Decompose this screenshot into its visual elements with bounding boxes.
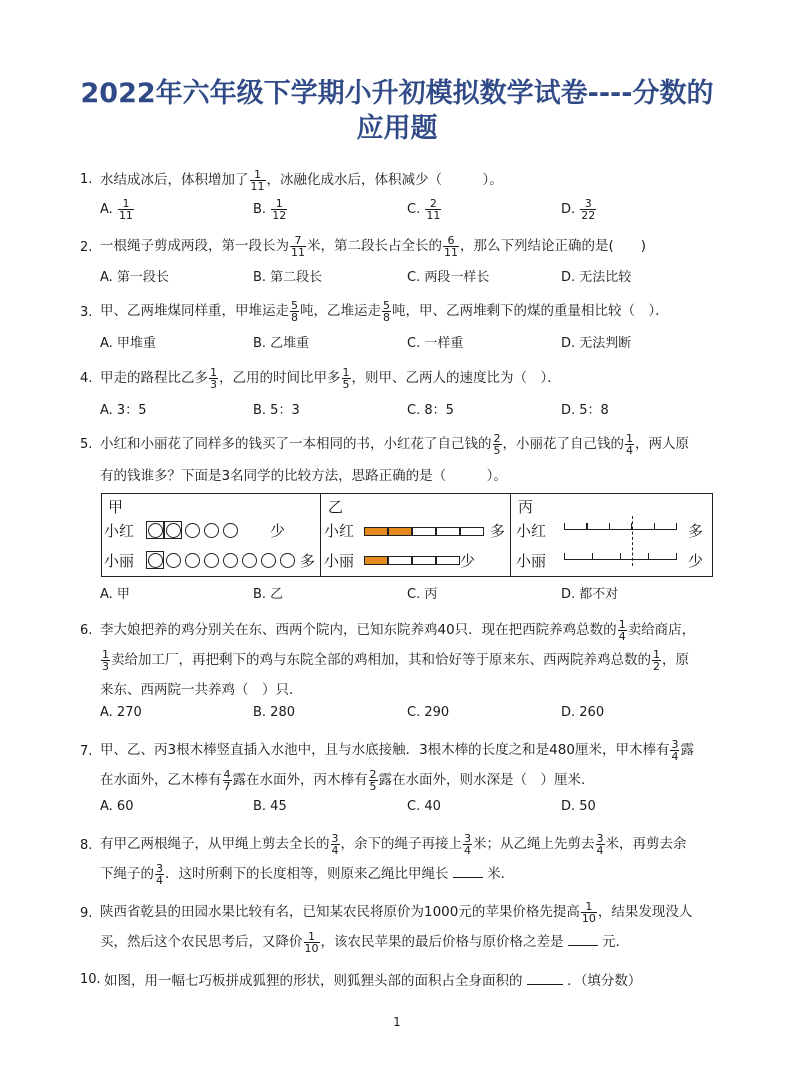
question-6-text-line2: $\frac{1}{3}$ 卖给加工厂，再把剩下的鸡与东院全部的鸡相加，其和恰好等于原来东、西两院养鸡总数的 $\frac{1}{2}$ ，原: [102, 647, 689, 673]
question-10-number: 10.: [80, 972, 101, 987]
bar-segment: [436, 556, 460, 565]
question-4-number: 4.: [80, 371, 93, 386]
segment-line: [564, 529, 676, 530]
question-3-option-c[interactable]: C. 一样重: [407, 336, 464, 351]
answer-blank[interactable]: [568, 935, 598, 946]
panel-bing-duo: 多: [688, 522, 704, 540]
question-5-option-a[interactable]: A. 甲: [100, 587, 130, 602]
page-title-line2: 应用题: [356, 113, 438, 144]
panel-jia-shao: 少: [270, 522, 286, 540]
segment-tick: [648, 553, 649, 560]
question-7-option-a[interactable]: A. 60: [100, 799, 134, 814]
segment-tick: [564, 553, 565, 560]
question-3-number: 3.: [80, 305, 93, 320]
question-2-option-c[interactable]: C. 两段一样长: [407, 270, 490, 285]
question-3-option-b[interactable]: B. 乙堆重: [253, 336, 310, 351]
question-7-text-line2: 在水面外，乙木棒有 $\frac{4}{7}$ 露在水面外，丙木棒有 $\frac{2}{5}$ 露在水面外，则水深是（ ）厘米．: [100, 767, 595, 793]
bar-segment: [364, 556, 388, 565]
segment-tick: [654, 523, 655, 530]
question-6-option-c[interactable]: C. 290: [407, 705, 450, 720]
circle-icon: [242, 553, 257, 568]
fraction: $\frac{1}{11}$: [250, 167, 265, 193]
segment-tick: [676, 553, 677, 560]
circle-icon: [148, 523, 163, 538]
question-9-number: 9.: [80, 906, 93, 921]
question-3-text: 甲、乙两堆煤同样重，甲堆运走 $\frac{5}{8}$ 吨，乙堆运走 $\frac{5}{8}$ 吨，甲、乙两堆剩下的煤的重量相比较（ ）．: [100, 298, 669, 324]
panel-jia-header: 甲: [108, 498, 124, 516]
question-7-text-line1: 甲、乙、丙3根木棒竖直插入水池中，且与水底接触．3根木棒的长度之和是480厘米，甲木棒有 $\frac{3}{4}$ 露: [100, 737, 694, 763]
question-8-number: 8.: [80, 838, 93, 853]
panel-bing-xiaoli-label: 小丽: [516, 552, 547, 570]
panel-jia-xiaohong-label: 小红: [104, 522, 135, 540]
question-7-option-d[interactable]: D. 50: [561, 799, 596, 814]
segment-tick: [676, 523, 677, 530]
circle-icon: [185, 553, 200, 568]
bar-segment: [388, 527, 412, 536]
panel-jia-xiaoli-label: 小丽: [104, 552, 135, 570]
bar-segment: [412, 556, 436, 565]
question-2-text: 一根绳子剪成两段，第一段长为 $\frac{7}{11}$ 米，第二段长占全长的 $\frac{6}{11}$ ，那么下列结论正确的是( ): [100, 233, 647, 259]
panel-bing-shao: 少: [688, 552, 704, 570]
panel-yi-xiaohong-label: 小红: [324, 522, 355, 540]
question-6-number: 6.: [80, 623, 93, 638]
question-6-text-line1: 李大娘把养的鸡分别关在东、西两个院内，已知东院养鸡40只．现在把西院养鸡总数的 $\frac{1}{4}$ 卖给商店，: [100, 617, 696, 643]
question-5-option-d[interactable]: D. 都不对: [561, 587, 619, 602]
circle-icon: [261, 553, 276, 568]
segment-tick: [586, 523, 587, 530]
question-3-option-a[interactable]: A. 甲堆重: [100, 336, 156, 351]
question-1-option-c[interactable]: C. $\frac{2}{11}$: [407, 197, 441, 222]
question-1-option-a[interactable]: A. $\frac{1}{11}$: [100, 197, 133, 222]
question-6-option-a[interactable]: A. 270: [100, 705, 142, 720]
question-8-text-line1: 有甲乙两根绳子，从甲绳上剪去全长的 $\frac{3}{4}$ ，余下的绳子再接上 $\frac{3}{4}$ 米；从乙绳上先剪去 $\frac{3}{4}$ 米，再剪去余: [100, 831, 687, 857]
answer-blank[interactable]: [527, 974, 563, 985]
question-1-option-d[interactable]: D. $\frac{3}{22}$: [561, 197, 596, 222]
page-title-line1: 2022年六年级下学期小升初模拟数学试卷----分数的: [80, 78, 714, 109]
question-2-option-d[interactable]: D. 无法比较: [561, 270, 632, 285]
question-6-text-line3: 来东、西两院一共养鸡（ ）只．: [100, 682, 303, 698]
bar-segment: [412, 527, 436, 536]
panel-jia-duo: 多: [300, 552, 316, 570]
circle-icon: [148, 553, 163, 568]
question-2-option-a[interactable]: A. 第一段长: [100, 270, 169, 285]
question-6-option-b[interactable]: B. 280: [253, 705, 295, 720]
question-7-option-b[interactable]: B. 45: [253, 799, 287, 814]
question-10-text: 如图，用一幅七巧板拼成狐狸的形状，则狐狸头部的面积占全身面积的 ．（填分数）: [104, 973, 642, 989]
panel-yi-shao: 少: [460, 552, 476, 570]
circle-icon: [166, 523, 181, 538]
panel-yi-duo: 多: [490, 522, 506, 540]
panel-yi-header: 乙: [328, 498, 344, 516]
panel-bing-header: 丙: [518, 498, 534, 516]
question-7-number: 7.: [80, 744, 93, 759]
question-3-option-d[interactable]: D. 无法判断: [561, 336, 632, 351]
question-8-text-line2: 下绳子的 $\frac{3}{4}$ ．这时所剩下的长度相等，则原来乙绳比甲绳长 米．: [100, 861, 515, 887]
question-5-option-b[interactable]: B. 乙: [253, 587, 284, 602]
question-4-option-a[interactable]: A. 3：5: [100, 403, 147, 418]
question-5-text-line2: 有的钱谁多？下面是3名同学的比较方法，思路正确的是（ ）。: [100, 468, 507, 484]
question-7-option-c[interactable]: C. 40: [407, 799, 441, 814]
circle-icon: [185, 523, 200, 538]
question-2-option-b[interactable]: B. 第二段长: [253, 270, 323, 285]
comparison-figure: [101, 493, 713, 577]
question-5-number: 5.: [80, 437, 93, 452]
question-6-option-d[interactable]: D. 260: [561, 705, 605, 720]
question-4-option-c[interactable]: C. 8：5: [407, 403, 454, 418]
question-1-number: 1.: [80, 172, 93, 187]
circle-icon: [204, 523, 219, 538]
bar-segment: [364, 527, 388, 536]
question-5-option-c[interactable]: C. 丙: [407, 587, 438, 602]
bar-segment: [436, 527, 460, 536]
question-1-option-b[interactable]: B. $\frac{1}{12}$: [253, 197, 287, 222]
question-5-text-line1: 小红和小丽花了同样多的钱买了一本相同的书，小红花了自己钱的 $\frac{2}{5}$ ，小丽花了自己钱的 $\frac{1}{4}$ ，两人原: [100, 431, 689, 457]
page-number: 1: [393, 1015, 401, 1029]
question-4-option-b[interactable]: B. 5：3: [253, 403, 300, 418]
bar-segment: [460, 527, 484, 536]
panel-bing-xiaohong-label: 小红: [516, 522, 547, 540]
question-4-text: 甲走的路程比乙多 $\frac{1}{3}$ ，乙用的时间比甲多 $\frac{1}{5}$ ，则甲、乙两人的速度比为（ ）．: [100, 365, 561, 391]
question-9-text-line1: 陕西省乾县的田园水果比较有名，已知某农民将原价为1000元的苹果价格先提高 $\frac{1}{10}$ ，结果发现没人: [100, 899, 693, 925]
circle-icon: [204, 553, 219, 568]
question-4-option-d[interactable]: D. 5：8: [561, 403, 609, 418]
question-2-number: 2.: [80, 240, 93, 255]
dashed-divider: [632, 516, 633, 566]
question-9-text-line2: 买，然后这个农民思考后，又降价 $\frac{1}{10}$ ，该农民苹果的最后价格与原价格之差是 元．: [100, 929, 630, 955]
answer-blank[interactable]: [453, 867, 483, 878]
circle-icon: [223, 553, 238, 568]
question-1-text: 水结成冰后，体积增加了 $\frac{1}{11}$ ，冰融化成水后，体积减少（ ）。: [100, 167, 503, 193]
segment-tick: [592, 553, 593, 560]
segment-tick: [564, 523, 565, 530]
circle-icon: [280, 553, 295, 568]
bar-segment: [388, 556, 412, 565]
circle-icon: [166, 553, 181, 568]
segment-tick: [609, 523, 610, 530]
panel-yi-xiaoli-label: 小丽: [324, 552, 355, 570]
segment-tick: [620, 553, 621, 560]
circle-icon: [223, 523, 238, 538]
